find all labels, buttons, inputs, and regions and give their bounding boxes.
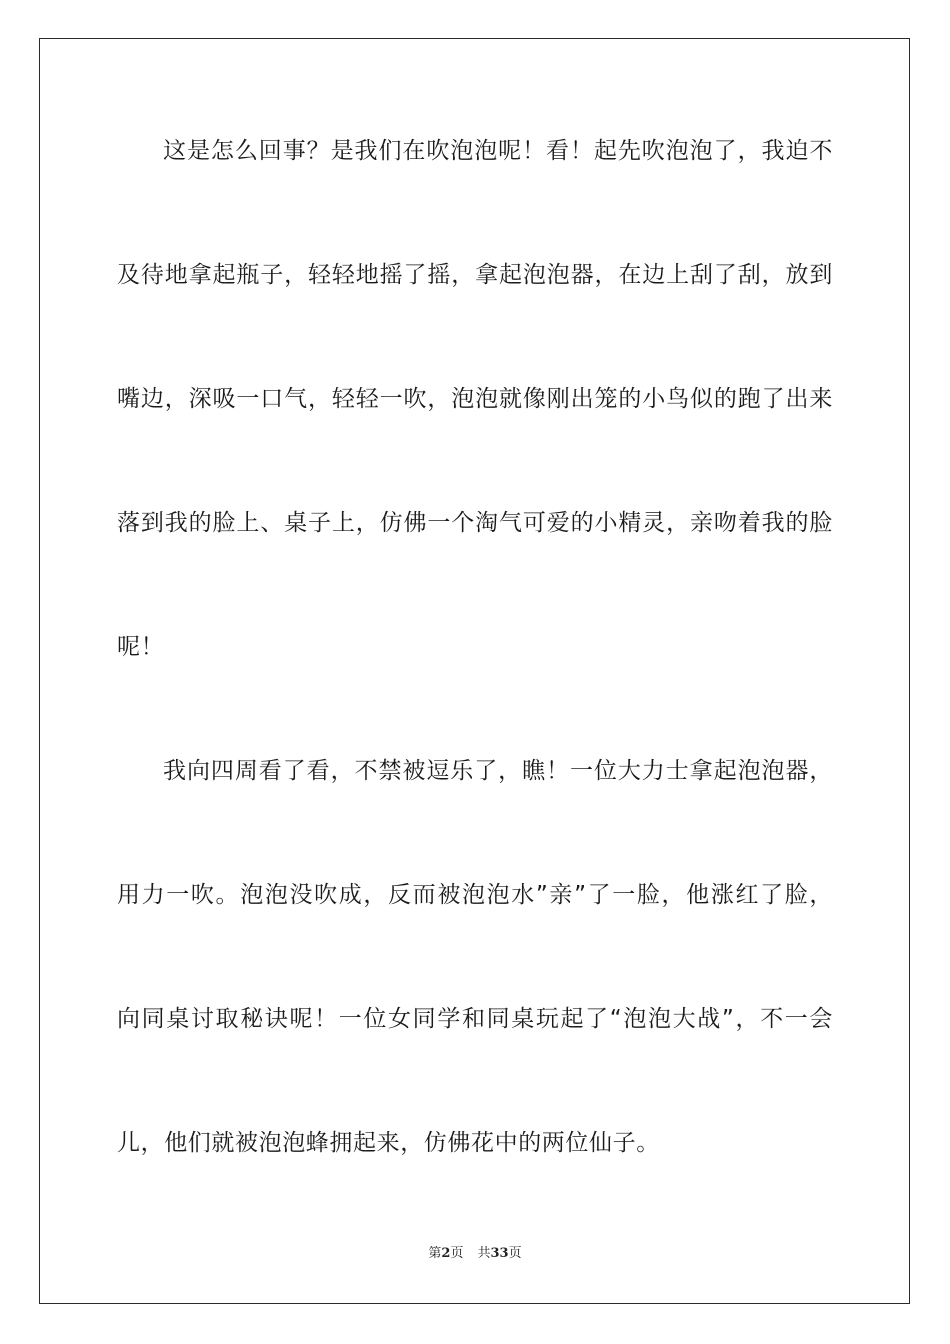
- paragraph-1-line-3: 嘴边，深吸一口气，轻轻一吹，泡泡就像刚出笼的小鸟似的跑了出来: [117, 386, 833, 412]
- page-border: [39, 38, 910, 1304]
- paragraph-1-line-4: 落到我的脸上、桌子上，仿佛一个淘气可爱的小精灵，亲吻着我的脸: [117, 510, 833, 536]
- total-prefix: 共: [477, 1246, 491, 1261]
- paragraph-1-line-2: 及待地拿起瓶子，轻轻地摇了摇，拿起泡泡器，在边上刮了刮，放到: [117, 262, 833, 288]
- paragraph-2-line-3: 向同桌讨取秘诀呢！一位女同学和同桌玩起了“泡泡大战”，不一会: [117, 1006, 833, 1032]
- page-suffix: 页: [450, 1246, 464, 1261]
- paragraph-2-line-1: 我向四周看了看，不禁被逗乐了，瞧！一位大力士拿起泡泡器，: [163, 758, 833, 784]
- total-suffix: 页: [508, 1246, 522, 1261]
- page-number: 2: [441, 1246, 451, 1261]
- paragraph-2-line-2: 用力一吹。泡泡没吹成，反而被泡泡水”亲”了一脸，他涨红了脸，: [117, 882, 833, 908]
- paragraph-1-line-1: 这是怎么回事？是我们在吹泡泡呢！看！起先吹泡泡了，我迫不: [163, 138, 833, 164]
- total-pages: 33: [490, 1246, 509, 1261]
- page-prefix: 第: [428, 1246, 442, 1261]
- paragraph-1-line-5: 呢！: [117, 634, 165, 660]
- page-footer: [0, 1245, 950, 1263]
- paragraph-2-line-4: 儿，他们就被泡泡蜂拥起来，仿佛花中的两位仙子。: [117, 1130, 660, 1156]
